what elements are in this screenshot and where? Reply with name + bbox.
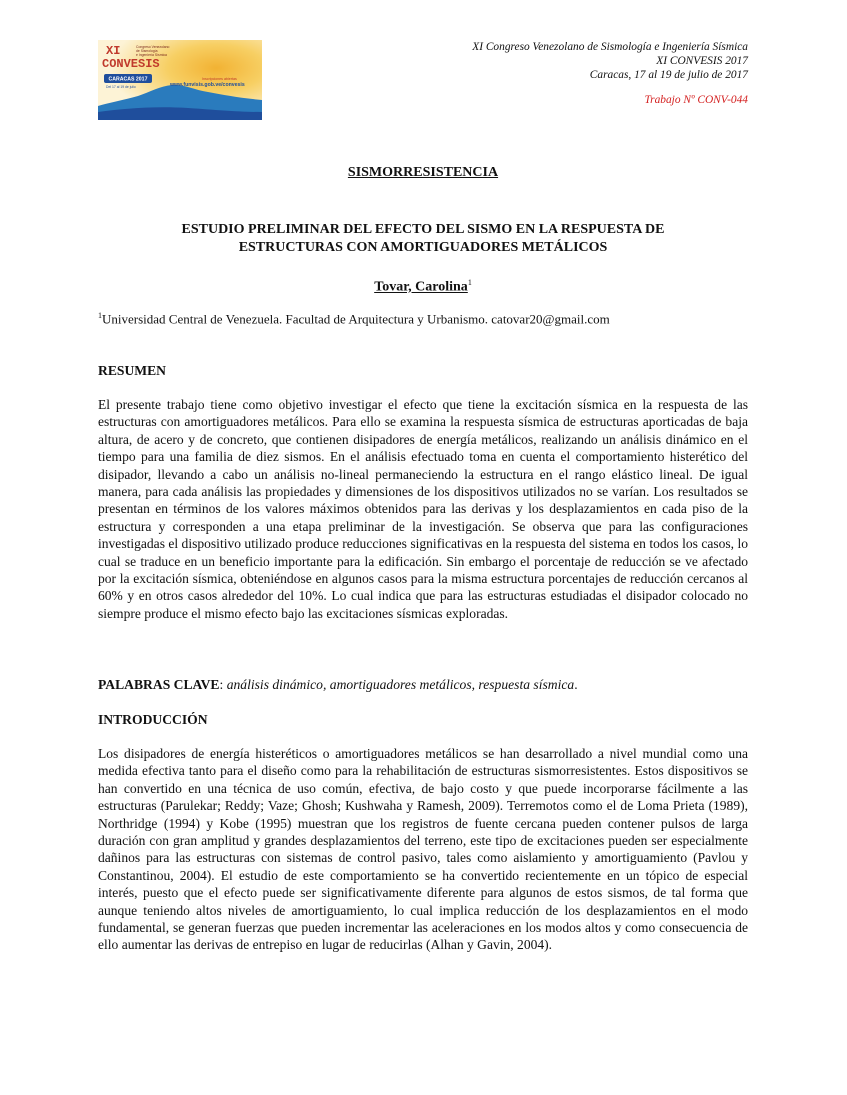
logo-convesis-word: CONVESIS: [102, 57, 160, 71]
logo-url: www.funvisis.gob.ve/convesis: [170, 82, 245, 88]
convesis-logo-graphic: [98, 40, 262, 120]
conference-line-1: XI Congreso Venezolano de Sismología e Ingeniería Sísmica: [472, 41, 748, 53]
logo-registration: Inscripciones abiertas: [202, 77, 237, 81]
logo-small-line-2: de Sismología: [136, 49, 158, 53]
logo-badge-dates: Del 17 al 19 de julio: [106, 85, 136, 89]
conference-header: [472, 40, 748, 107]
keywords-label: PALABRAS CLAVE: [98, 677, 220, 692]
paper-title-line-1: ESTUDIO PRELIMINAR DEL EFECTO DEL SISMO EN LA RESPUESTA DE: [181, 222, 665, 237]
logo-roman-numeral: XI: [106, 44, 121, 58]
logo-small-line-3: e Ingeniería Sísmica: [136, 53, 167, 57]
paper-code: Trabajo Nº CONV-044: [644, 93, 748, 106]
logo-city-text: CARACAS 2017: [108, 76, 148, 83]
conference-line-3: Caracas, 17 al 19 de julio de 2017: [589, 69, 748, 82]
abstract-heading: RESUMEN: [98, 363, 166, 378]
author-name: Tovar, Carolina: [374, 279, 468, 295]
conference-logo: [98, 40, 262, 120]
keywords-separator: :: [219, 677, 227, 692]
abstract-text: El presente trabajo tiene como objetivo investigar el efecto que tiene la excitación sísmica en la respuesta de las estructuras con amortiguadores metálicos. Para ello se examina la respuesta sísmica de estructuras aporticadas de baja altura, de acero y de concreto, que contienen disipadores de energía metálicos, realizando un análisis dinámico en el tiempo para una familia de diez sismos. En el análisis efectuado toma en cuenta el comportamiento histerético del disipador, llevando a cabo un análisis no-lineal permaneciendo la estructura en el rango elástico lineal. De igual manera, para cada análisis las propiedades y dimensiones de los dispositivos utilizados no se varían. Los resultados se presentan en términos de los valores máximos obtenidos para las derivas y los desplazamientos en cada piso de la estructura y corresponden a una etapa preliminar de la investigación. Se observa que para las configuraciones investigadas el dispositivo utilizado produce reducciones significativas en la respuesta del sistema en todos los casos, lo cual se traduce en un beneficio importante para la edificación. Sin embargo el porcentaje de reducción se ve afectado por la excitación sísmica, obteniéndose en algunos casos para la misma estructura porcentajes de reducción cercanos al 60% y en otros casos alrededor del 10%. Lo cual indica que para las estructuras estudiadas el disipador colocado no siempre produce el mismo efecto bajo las excitaciones sísmicas exploradas.: [98, 397, 748, 621]
paper-title: [98, 221, 748, 257]
keywords-end: .: [574, 677, 578, 692]
introduction-text: Los disipadores de energía histeréticos o amortiguadores metálicos se han desarrollado a nivel mundial como una medida efectiva tanto para el diseño como para la rehabilitación de estructuras sismorresistentes. Estos dispositivos se han convertido en una técnica de uso común, efectiva, de bajo costo y que puede incorporarse fácilmente a las estructuras (Parulekar; Reddy; Vaze; Ghosh; Kushwaha y Ramesh, 2009). Terremotos como el de Loma Prieta (1989), Northridge (1994) y Kobe (1995) muestran que los registros de fuente cercana pueden contener pulsos de larga duración con gran amplitud y grandes desplazamientos del terreno, este tipo de excitaciones pueden ser especialmente dañinos para las estructuras con sistemas de control pasivo, tales como aislamiento y amortiguamiento (Pavlou y Constantinou, 2004). El estudio de este comportamiento se ha convertido recientemente en un tópico de especial interés, puesto que el efecto puede ser significativamente diferente para algunos de estos sismos, de tal forma que aunque teniendo altos niveles de amortiguamiento, lo cual implica reducción de los desplazamientos en el modo fundamental, se generan fuerzas que pueden incrementar las aceleraciones en los modos altos y como consecuencia de ello aumentar las derivas de entrepiso en lugar de reducirlas (Alhan y Gavin, 2004).: [98, 746, 748, 953]
keywords-line: [98, 677, 748, 693]
conference-line-2: XI CONVESIS 2017: [656, 55, 748, 68]
logo-small-line-1: Congreso Venezolano: [136, 45, 170, 49]
keywords-value: análisis dinámico, amortiguadores metálicos, respuesta sísmica: [226, 677, 575, 692]
author-line: [98, 278, 748, 296]
author-superscript: 1: [467, 278, 472, 287]
affiliation-text: Universidad Central de Venezuela. Facultad de Arquitectura y Urbanismo. catovar20@gmail.com: [102, 311, 610, 327]
affiliation: [98, 311, 748, 327]
section-title: SISMORRESISTENCIA: [347, 165, 499, 180]
paper-title-line-2: ESTRUCTURAS CON AMORTIGUADORES METÁLICOS: [238, 240, 608, 255]
introduction-heading: INTRODUCCIÓN: [98, 712, 208, 727]
affiliation-superscript: 1: [98, 311, 102, 320]
